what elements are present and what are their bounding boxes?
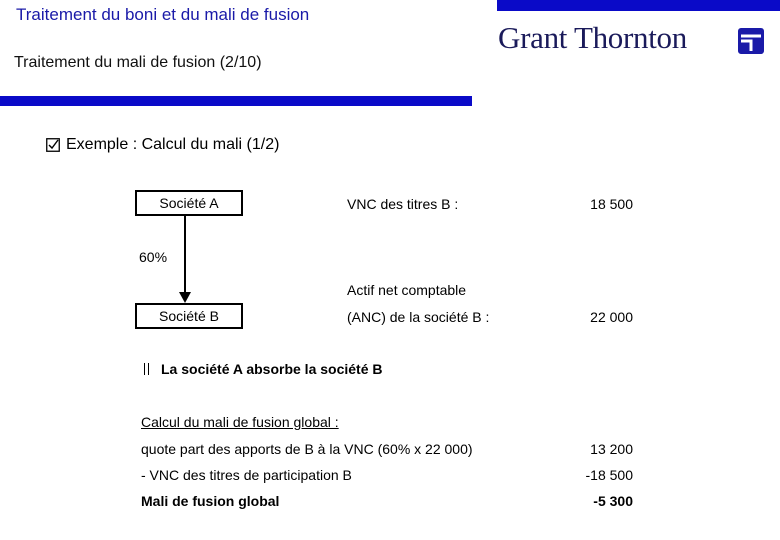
total-value: -5 300 [593,493,633,509]
page-title: Traitement du boni et du mali de fusion [16,5,310,24]
company-b-box: Société B [135,303,243,329]
example-heading-label: Exemple : Calcul du mali (1/2) [66,136,280,153]
total-label: Mali de fusion global [141,493,280,509]
vnc-label: VNC des titres B : [347,196,459,212]
calc-row-value: 13 200 [590,441,633,457]
page-subtitle: Traitement du mali de fusion (2/10) [14,54,262,71]
calc-row-label: quote part des apports de B à la VNC (60% x 22 000) [141,441,473,457]
checkbox-icon [46,138,60,152]
calc-row-value: -18 500 [585,467,633,483]
example-heading [46,136,279,154]
company-logo-text: Grant Thornton [498,20,687,55]
calc-heading: Calcul du mali de fusion global : [141,414,339,430]
absorption-note: La société A absorbe la société B [161,361,383,377]
ownership-percent: 60% [139,249,168,265]
grant-thornton-logo-icon [738,28,764,54]
header-accent-bar [0,96,472,106]
note-bullet-icon [144,363,149,375]
vnc-value: 18 500 [590,196,633,212]
logo-accent-bar [497,0,780,11]
anc-label-line1: Actif net comptable [347,282,467,298]
anc-value: 22 000 [590,309,633,325]
calc-row-label: - VNC des titres de participation B [141,467,352,483]
company-a-box: Société A [135,190,243,216]
anc-label-line2: (ANC) de la société B : [347,309,490,325]
ownership-arrow [175,214,195,304]
